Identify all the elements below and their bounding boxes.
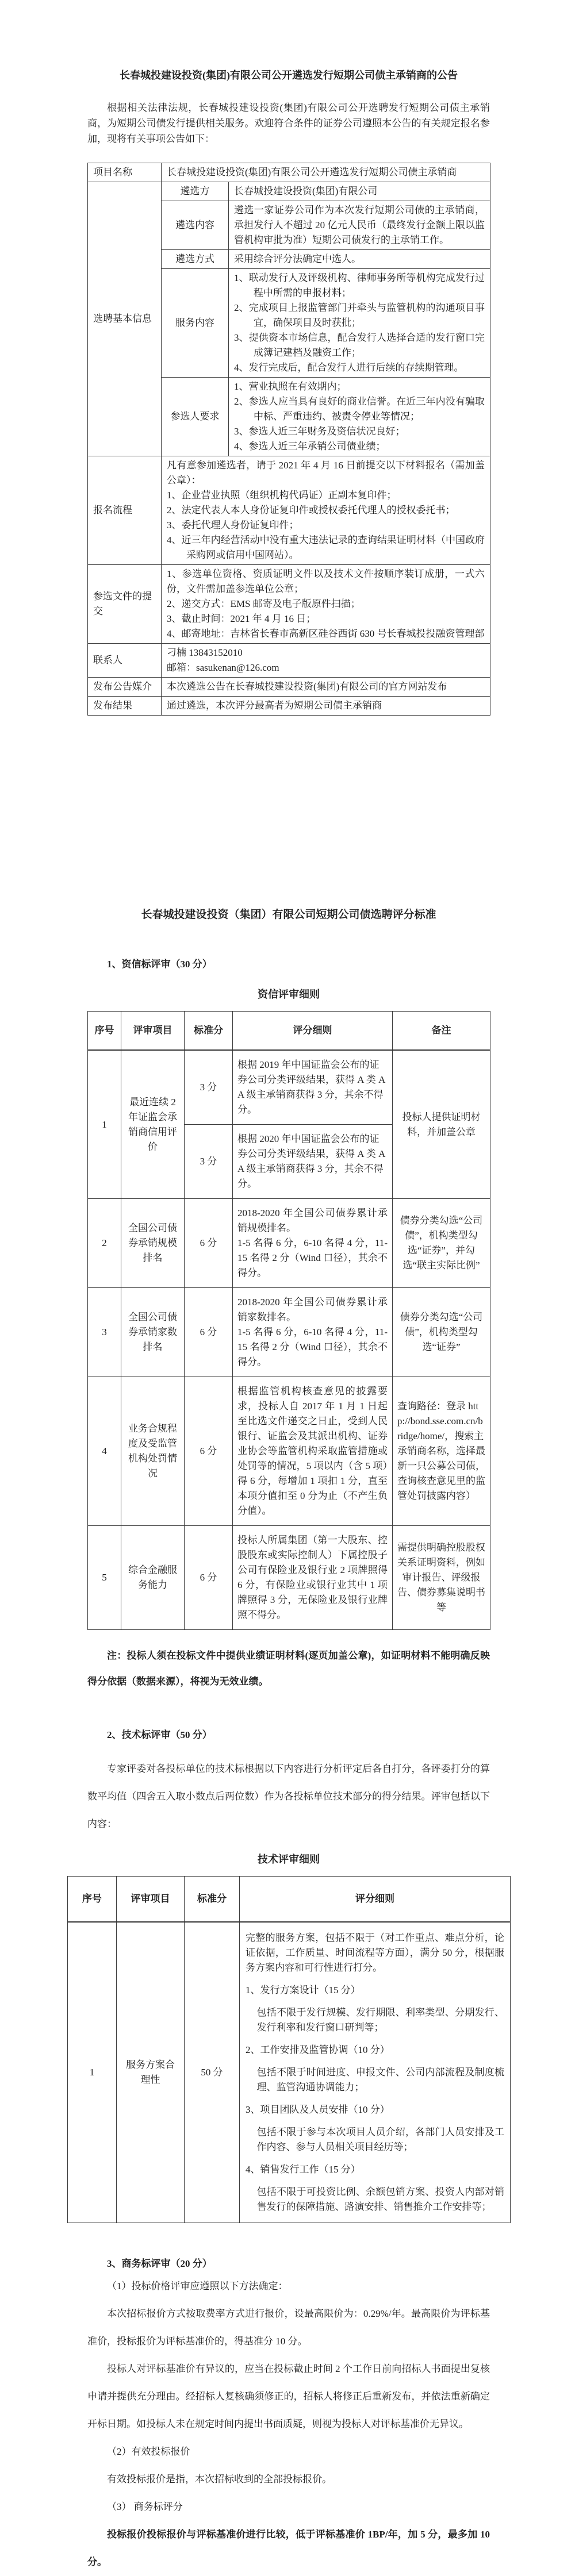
table-row: [88, 163, 490, 182]
remark: 查询路径：登录 http://bond.sse.com.cn/bridge/home/，搜索主承销商名称，选择最新一只公募公司债，查询核查意见里的监管处罚披露内容）: [393, 1377, 490, 1526]
table-row: [88, 1288, 490, 1377]
scoring-detail: 根据 2020 年中国证监会公布的证券公司分类评级结果，获得 A 类 AA 级主承销商获得 3 分，其余不得分。: [233, 1125, 393, 1199]
credit-table-caption: 资信评审细则: [258, 989, 320, 1000]
standard-score: 6 分: [185, 1199, 233, 1288]
table-row: [68, 1922, 511, 2223]
row-value: 凡有意参加遴选者，请于 2021 年 4 月 16 日前提交以下材料报名（需加盖公章）： 1、企业营业执照（组织机构代码证）正副本复印件； 2、法定代表人本人身份证复印件或授权委托代理人的授权委托书； 3、委托代理人身份证复印件； 4、近三年内经营活动中没有重大违法记录的查询结果证明材料（中国政府采购网或信用中国网站）。: [162, 456, 490, 565]
commercial-paragraph: （3） 商务标评分: [107, 2501, 183, 2512]
tech-table-caption: 技术评审细则: [258, 1854, 320, 1865]
table-row: [88, 644, 490, 678]
column-header: 评审项目: [121, 1012, 185, 1051]
row-label: 项目名称: [88, 163, 162, 182]
standard-score: 6 分: [185, 1288, 233, 1377]
table-row: [88, 678, 490, 697]
commercial-score-rule: 投标报价投标报价与评标基准价进行比较，低于评标基准价 1BP/年，加 5 分，最多加 10 分。: [87, 2529, 490, 2567]
row-label: 服务内容: [162, 269, 229, 378]
scoring-detail: 根据监管机构核查意见的披露要求，投标人自 2017 年 1 月 1 日起至比选文件递交之日止，受到人民银行、证监会及其派出机构、证券业协会等监管机构采取监管措施或处罚等的情况，5 项以内（含 5 项）得 6 分，每增加 1 项扣 1 分，直至本项分值扣至 0 分为止（不产生负分值）。: [233, 1377, 393, 1526]
commercial-paragraph: （1）投标价格评审应遵照以下方法确定：: [107, 2281, 288, 2292]
scoring-standard-title: 长春城投建设投资（集团）有限公司短期公司债选聘评分标准: [141, 909, 436, 921]
group-label: 选聘基本信息: [88, 182, 162, 456]
commercial-paragraph: 投标人对评标基准价有异议的，应当在投标截止时间 2 个工作日前向招标人书面提出复核申请并提供充分理由。经招标人复核确须修正的，招标人将修正后重新发布，并依法重新确定开标日期。如投标人未在规定时间内提出书面质疑，则视为投标人对评标基准价无异议。: [87, 2363, 490, 2429]
review-item: 全国公司债券承销家数排名: [121, 1288, 185, 1377]
table-header-row: [68, 1877, 511, 1923]
commercial-section-heading: 3、商务标评审（20 分）: [107, 2258, 212, 2269]
row-value: 1、联动发行人及评级机构、律师事务所等机构完成发行过程中所需的申报材料； 2、完成项目上报监管部门并牵头与监管机构的沟通项目事宜，确保项目及时获批； 3、提供资本市场信息，配合发行人选择合适的发行窗口完成簿记建档及融资工作； 4、发行完成后，配合发行人进行后续的存续期管理。: [229, 269, 490, 378]
table-row: [88, 1050, 490, 1125]
scoring-detail: 2018-2020 年全国公司债券累计承销家数排名。 1-5 名得 6 分，6-10 名得 4 分，11-15 名得 2 分（Wind 口径），其余不得分。: [233, 1288, 393, 1377]
row-value: 本次遴选公告在长春城投建设投资(集团)有限公司的官方网站发布: [162, 678, 490, 697]
column-header: 备注: [393, 1012, 490, 1051]
table-row: [88, 1377, 490, 1526]
row-label: 遴选方式: [162, 250, 229, 269]
commercial-paragraph: 本次招标报价方式按取费率方式进行报价，设最高限价为：0.29%/年。最高限价为评标基准价，投标报价为评标基准价的，得基准分 10 分。: [87, 2308, 490, 2347]
row-label: 发布结果: [88, 697, 162, 716]
row-number: 4: [88, 1377, 121, 1526]
review-item: 业务合规程度及受监管机构处罚情况: [121, 1377, 185, 1526]
standard-score: 3 分: [185, 1050, 233, 1125]
row-value: 通过遴选，本次评分最高者为短期公司债主承销商: [162, 697, 490, 716]
table-row: [88, 565, 490, 644]
announcement-info-table: [87, 163, 490, 716]
table-row: [88, 456, 490, 565]
row-number: 5: [88, 1526, 121, 1630]
commercial-section: [87, 2255, 490, 2576]
row-value: 1、参选单位资格、资质证明文件以及技术文件按顺序装订成册，一式六份，文件需加盖参选单位公章； 2、递交方式：EMS 邮寄及电子版原件扫描； 3、截止时间：2021 年 4 月 16 日； 4、邮寄地址：吉林省长春市高新区硅谷西街 630 号长春城投投融资管理部: [162, 565, 490, 644]
row-label: 联系人: [88, 644, 162, 678]
table-header-row: [88, 1012, 490, 1051]
row-value: 遴选一家证券公司作为本次发行短期公司债的主承销商，承担发行人不超过 20 亿元人民币（最终发行金额上限以监管机构审批为准）短期公司债发行的主承销工作。: [229, 201, 490, 250]
row-number: 2: [88, 1199, 121, 1288]
remark: 债券分类勾选“公司债”，机构类型勾选“证券”: [393, 1288, 490, 1377]
row-label: 报名流程: [88, 456, 162, 565]
scoring-detail: 根据 2019 年中国证监会公布的证券公司分类评级结果，获得 A 类 AA 级主承销商获得 3 分，其余不得分。: [233, 1050, 393, 1125]
tech-intro-paragraph: 专家评委对各投标单位的技术标根据以下内容进行分析评定后各自打分，各评委打分的算数平均值（四舍五入取小数点后两位数）作为各投标单位技术部分的得分结果。评审包括以下内容：: [87, 1763, 490, 1829]
page-title: 长春城投建设投资(集团)有限公司公开遴选发行短期公司债主承销商的公告: [120, 70, 458, 81]
review-item: 最近连续 2 年证监会承销商信用评价: [121, 1050, 185, 1199]
scoring-detail: 投标人所属集团（第一大股东、控股股东或实际控制人）下属控股子公司有保险业及银行业 2 项牌照得 6 分，有保险业或银行业其中 1 项牌照得 3 分，无保险业及银行业牌照不得分。: [233, 1526, 393, 1630]
row-value: 长春城投建设投资(集团)有限公司: [229, 182, 490, 201]
row-value: 长春城投建设投资(集团)有限公司公开遴选发行短期公司债主承销商: [162, 163, 490, 182]
row-value: 采用综合评分法确定中选人。: [229, 250, 490, 269]
credit-section-heading: 1、资信标评审（30 分）: [107, 959, 212, 970]
contact-value: 刁楠 13843152010 邮箱：sasukenan@126.com: [162, 644, 490, 678]
tech-review-table: [67, 1876, 511, 2223]
standard-score: 50 分: [185, 1922, 240, 2223]
column-header: 标准分: [185, 1877, 240, 1923]
review-item: 全国公司债券承销规模排名: [121, 1199, 185, 1288]
row-value: 1、营业执照在有效期内； 2、参选人应当具有良好的商业信誉。在近三年内没有骗取中标、严重违约、被责令停业等情况； 3、参选人近三年财务及资信状况良好； 4、参选人近三年承销公司债业绩；: [229, 378, 490, 456]
remark: 债券分类勾选“公司债”，机构类型勾选“证券”，并勾选“联主实际比例”: [393, 1199, 490, 1288]
column-header: 序号: [68, 1877, 117, 1923]
column-header: 序号: [88, 1012, 121, 1051]
credit-review-table: [87, 1011, 490, 1630]
row-label: 发布公告媒介: [88, 678, 162, 697]
credit-note-paragraph: 注：投标人须在投标文件中提供业绩证明材料(逐页加盖公章)，如证明材料不能明确反映得分依据（数据来源），将视为无效业绩。: [87, 1650, 490, 1687]
remark: 投标人提供证明材料，并加盖公章: [393, 1050, 490, 1199]
scoring-detail: 2018-2020 年全国公司债券累计承销规模排名。 1-5 名得 6 分，6-10 名得 4 分，11-15 名得 2 分（Wind 口径），其余不得分。: [233, 1199, 393, 1288]
column-header: 评审项目: [117, 1877, 185, 1923]
table-row: [88, 697, 490, 716]
row-number: 1: [68, 1922, 117, 2223]
row-label: 参选文件的提交: [88, 565, 162, 644]
column-header: 标准分: [185, 1012, 233, 1051]
review-item: 综合金融服务能力: [121, 1526, 185, 1630]
commercial-paragraph: 有效投标报价是指，本次招标收到的全部投标报价。: [107, 2474, 332, 2485]
table-row: [88, 1199, 490, 1288]
row-number: 1: [88, 1050, 121, 1199]
commercial-paragraph: （2）有效投标报价: [107, 2446, 190, 2457]
row-number: 3: [88, 1288, 121, 1377]
column-header: 评分细则: [233, 1012, 393, 1051]
review-item: 服务方案合理性: [117, 1922, 185, 2223]
column-header: 评分细则: [240, 1877, 511, 1923]
remark: 需提供明确控股股权关系证明资料，例如审计报告、评级报告、债券募集说明书等: [393, 1526, 490, 1630]
table-row: [88, 1526, 490, 1630]
row-label: 遴选方: [162, 182, 229, 201]
row-label: 遴选内容: [162, 201, 229, 250]
table-row: [88, 182, 490, 201]
scoring-detail: 完整的服务方案，包括不限于（对工作重点、难点分析，论证依据，工作质量、时间流程等方面），满分 50 分，根据服务方案内容和可行性进行打分。 1、发行方案设计（15 分） 包括不限于发行规模、发行期限、利率类型、分期发行、发行利率和发行窗口研判等； 2、工作安排及监管协调（10 分） 包括不限于时间进度、申报文件、公司内部流程及制度梳理、监管沟通协调能力； 3、项目团队及人员安排（10 分） 包括不限于参与本次项目人员介绍，各部门人员安排及工作内容、参与人员相关项目经历等； 4、销售发行工作（15 分） 包括不限于可投资比例、余额包销方案、投资人内部对销售发行的保障措施、路演安排、销售推介工作安排等；: [240, 1922, 511, 2223]
standard-score: 6 分: [185, 1526, 233, 1630]
standard-score: 6 分: [185, 1377, 233, 1526]
tech-section-heading: 2、技术标评审（50 分）: [107, 1729, 212, 1740]
standard-score: 3 分: [185, 1125, 233, 1199]
row-label: 参选人要求: [162, 378, 229, 456]
intro-paragraph: 根据相关法律法规，长春城投建设投资(集团)有限公司公开选聘发行短期公司债主承销商，为短期公司债发行提供相关服务。欢迎符合条件的证券公司遵照本公告的有关规定报名参加，现将有关事项公告如下：: [87, 102, 490, 144]
document-page: [82, 0, 504, 2576]
